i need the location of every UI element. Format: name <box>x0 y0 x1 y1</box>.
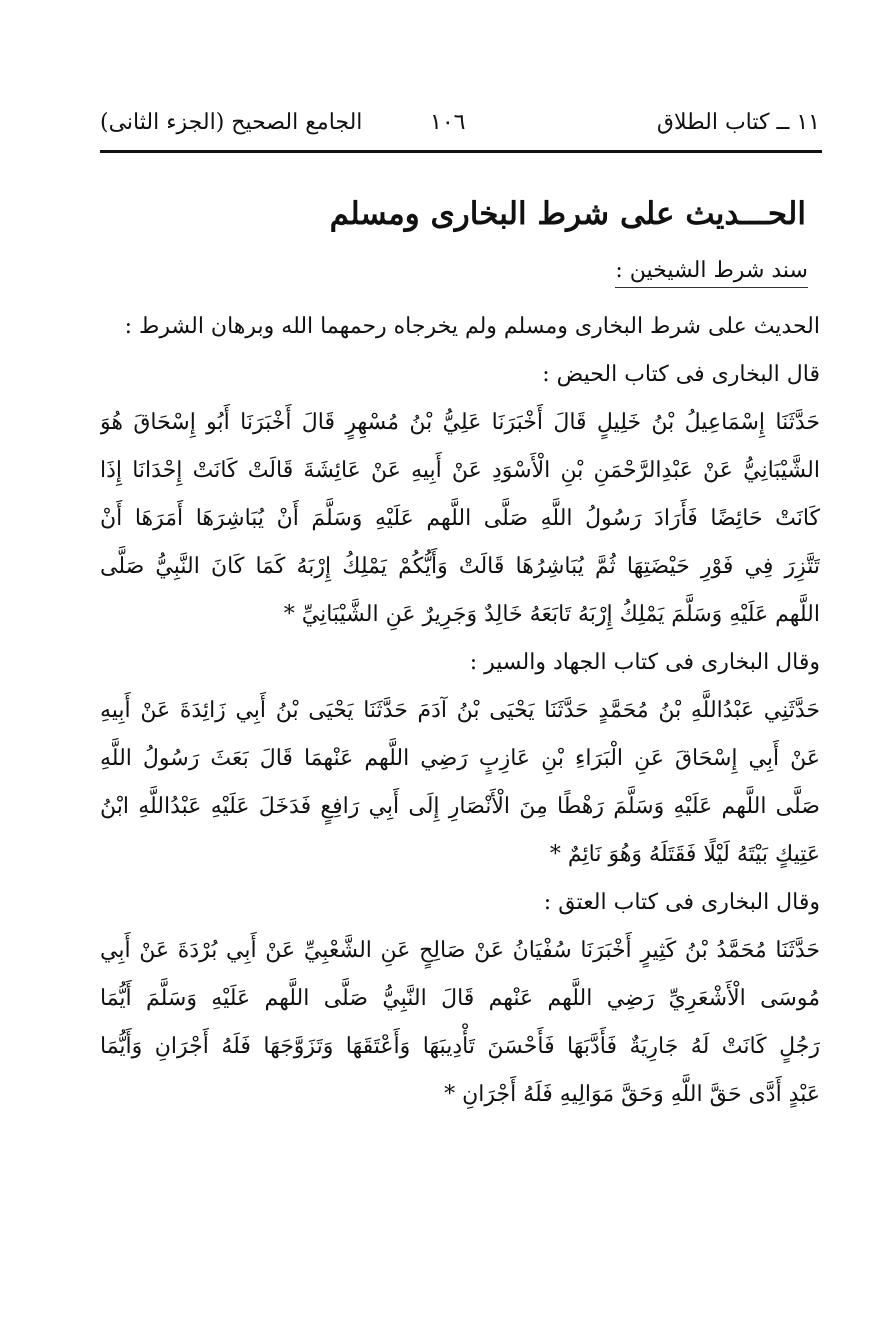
text-line-9: حَدَّثَنِي عَبْدُاللَّهِ بْنُ مُحَمَّدٍ حَدَّثَنَا يَحْيَى بْنُ آدَمَ حَدَّثَنَا يَحْيَى بْنُ أَبِي زَائِدَةَ عَنْ أَبِيهِ <box>100 698 820 723</box>
text-line-15: مُوسَى الْأَشْعَرِيِّ رَضِي اللَّهم عَنْهم قَالَ النَّبِيُّ صَلَّى اللَّهم عَلَيْهِ وَسَلَّمَ أَيُّمَا <box>100 986 820 1011</box>
text-line-16: رَجُلٍ كَانَتْ لَهُ جَارِيَةٌ فَأَدَّبَهَا فَأَحْسَنَ تَأْدِيبَهَا وَأَعْتَقَهَا وَتَزَوَّجَهَا فَلَهُ أَجْرَانِ وَأَيُّمَا <box>100 1034 820 1059</box>
text-line-10: عَنْ أَبِي إِسْحَاقَ عَنِ الْبَرَاءِ بْنِ عَازِبٍ رَضِي اللَّهم عَنْهمَا قَالَ بَعَثَ رَسُولُ اللَّهِ <box>100 746 820 771</box>
text-line-12: عَتِيكٍ بَيْتَهُ لَيْلًا فَقَتَلَهُ وَهُوَ نَائِمٌ * <box>549 842 820 867</box>
text-line-13: وقال البخارى فى كتاب العتق : <box>543 890 820 915</box>
text-line-6: تَتَّزِرَ فِي فَوْرِ حَيْضَتِهَا ثُمَّ يُبَاشِرُهَا قَالَتْ وَأَيُّكُمْ يَمْلِكُ إِرْبَهُ كَمَا كَانَ النَّبِيُّ صَلَّى <box>100 554 820 579</box>
text-line-7: اللَّهم عَلَيْهِ وَسَلَّمَ يَمْلِكُ إِرْبَهُ تَابَعَهُ خَالِدٌ وَجَرِيرٌ عَنِ الشَّيْبَانِيِّ * <box>283 602 820 627</box>
body-text <box>100 303 820 1119</box>
text-line-5: كَانَتْ حَائِضًا فَأَرَادَ رَسُولُ اللَّهِ صَلَّى اللَّهم عَلَيْهِ وَسَلَّمَ أَنْ يُبَاشِرَهَا أَمَرَهَا أَنْ <box>100 506 820 531</box>
running-header <box>100 110 820 140</box>
text-line-2: قال البخارى فى كتاب الحيض : <box>542 362 820 387</box>
section-subtitle: سند شرط الشيخين : <box>615 258 808 288</box>
text-line-8: وقال البخارى فى كتاب الجهاد والسير : <box>469 650 820 675</box>
section-title: الحـــديث على شرط البخارى ومسلم <box>329 196 806 232</box>
text-line-1: الحديث على شرط البخارى ومسلم ولم يخرجاه رحمهما الله وبرهان الشرط : <box>124 314 820 339</box>
text-line-3: حَدَّثَنَا إِسْمَاعِيلُ بْنُ خَلِيلٍ قَالَ أَخْبَرَنَا عَلِيُّ بْنُ مُسْهِرٍ قَالَ أَخْبَرَنَا أَبُو إِسْحَاقَ هُوَ <box>100 410 820 435</box>
header-rule <box>100 150 822 153</box>
chapter-title: ١١ ــ كتاب الطلاق <box>656 110 820 135</box>
text-line-11: صَلَّى اللَّهم عَلَيْهِ وَسَلَّمَ رَهْطًا مِنَ الْأَنْصَارِ إِلَى أَبِي رَافِعٍ فَدَخَلَ عَلَيْهِ عَبْدُاللَّهِ ابْنُ <box>100 794 820 819</box>
page-number: ١٠٦ <box>430 110 466 135</box>
text-line-14: حَدَّثَنَا مُحَمَّدُ بْنُ كَثِيرٍ أَخْبَرَنَا سُفْيَانُ عَنْ صَالِحٍ عَنِ الشَّعْبِيِّ عَنْ أَبِي بُرْدَةَ عَنْ أَبِي <box>100 938 820 963</box>
text-line-17: عَبْدٍ أَدَّى حَقَّ اللَّهِ وَحَقَّ مَوَالِيهِ فَلَهُ أَجْرَانِ * <box>444 1082 820 1107</box>
book-title: الجامع الصحيح (الجزء الثانى) <box>100 110 363 135</box>
text-line-4: الشَّيْبَانِيُّ عَنْ عَبْدِالرَّحْمَنِ بْنِ الْأَسْوَدِ عَنْ أَبِيهِ عَنْ عَائِشَةَ قَالَتْ كَانَتْ إِحْدَانَا إِذَا <box>100 458 820 483</box>
